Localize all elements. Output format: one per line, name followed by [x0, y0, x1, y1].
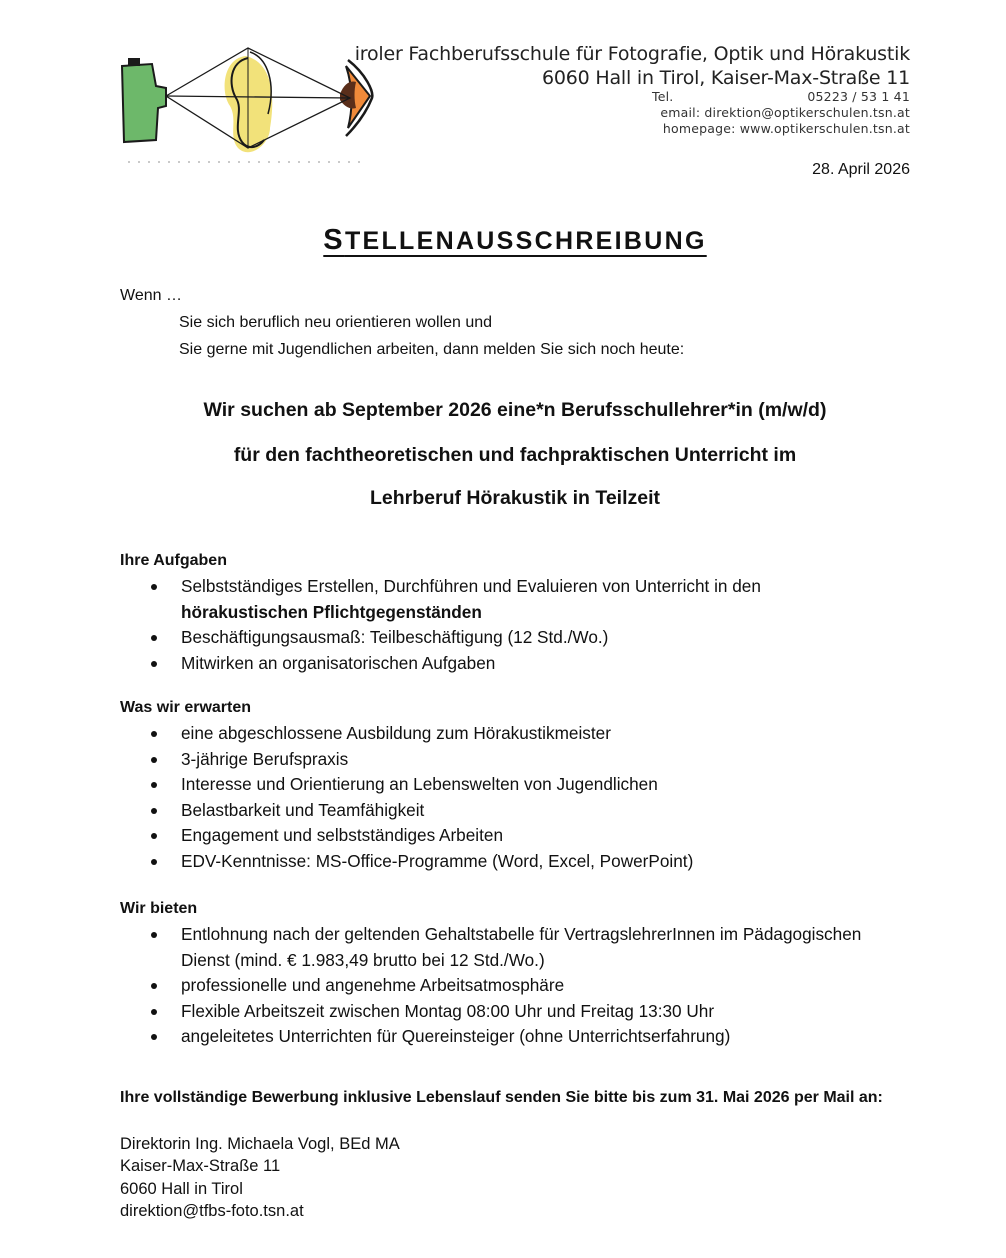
- list-item: [146, 574, 761, 625]
- intro-line-1: Sie sich beruflich neu orientieren wollen und: [179, 314, 493, 331]
- list-item: [146, 973, 861, 999]
- email-line: email: direktion@optikerschulen.tsn.at: [660, 105, 910, 120]
- list-item-text: Engagement und selbstständiges Arbeiten: [181, 825, 504, 845]
- bullet-icon: [151, 635, 157, 641]
- logo-camera-shape: [122, 64, 166, 142]
- list-item-text: Beschäftigungsausmaß: Teilbeschäftigung (12 Std./Wo.): [181, 627, 609, 647]
- list-item-text: Flexible Arbeitszeit zwischen Montag 08:00 Uhr und Freitag 13:30 Uhr: [181, 1000, 715, 1021]
- application-instruction: Ihre vollständige Bewerbung inklusive Lebenslauf senden Sie bitte bis zum 31. Mai 2026 per Mail an:: [120, 1089, 883, 1106]
- list-item-text: Belastbarkeit und Teamfähigkeit: [181, 799, 425, 820]
- list-item: [146, 823, 693, 849]
- list-item: [146, 772, 693, 798]
- phone-number: 05223 / 53 1 41: [807, 89, 910, 104]
- list-item: [146, 922, 861, 973]
- contact-city: 6060 Hall in Tirol: [120, 1180, 243, 1198]
- bullet-icon: [151, 808, 157, 814]
- document-date: 28. April 2026: [812, 161, 910, 178]
- bullet-icon: [151, 833, 157, 839]
- list-item-text: 3-jährige Berufspraxis: [181, 748, 349, 769]
- headline-line-1: Wir suchen ab September 2026 eine*n Berufsschullehrer*in (m/w/d): [203, 399, 827, 421]
- erwarten-list: [146, 721, 693, 874]
- list-item-text: Interesse und Orientierung an Lebenswelten von Jugendlichen: [181, 774, 658, 794]
- aufgaben-list: [146, 574, 761, 676]
- intro-lead: Wenn …: [120, 287, 182, 304]
- list-item: [146, 721, 693, 747]
- title-initial: S: [323, 224, 345, 256]
- list-item-text: Selbstständiges Erstellen, Durchführen und Evaluieren von Unterricht in den: [181, 576, 761, 596]
- school-logo: [118, 44, 376, 168]
- homepage-line: homepage: www.optikerschulen.tsn.at: [662, 121, 910, 136]
- list-item: [146, 999, 861, 1025]
- intro-line-2: Sie gerne mit Jugendlichen arbeiten, dann melden Sie sich noch heute:: [179, 341, 685, 358]
- contact-street: Kaiser-Max-Straße 11: [120, 1157, 281, 1175]
- list-item: [146, 625, 761, 651]
- bullet-icon: [151, 757, 157, 763]
- phone-label: Tel.: [652, 89, 674, 104]
- headline-line-3: Lehrberuf Hörakustik in Teilzeit: [369, 487, 661, 509]
- bullet-icon: [151, 1034, 157, 1040]
- phone-line: [652, 89, 910, 104]
- list-item-text-bold: hörakustischen Pflichtgegenständen: [181, 601, 482, 622]
- bullet-icon: [151, 782, 157, 788]
- page-title: [0, 224, 1006, 257]
- bullet-icon: [151, 932, 157, 938]
- list-item-text: Mitwirken an organisatorischen Aufgaben: [181, 652, 496, 673]
- list-item-text: Dienst (mind. € 1.983,49 brutto bei 12 Std./Wo.): [181, 949, 545, 970]
- contact-name: Direktorin Ing. Michaela Vogl, BEd MA: [120, 1135, 400, 1153]
- list-item-text: EDV-Kenntnisse: MS-Office-Programme (Word, Excel, PowerPoint): [181, 850, 694, 871]
- title-rest: TELLENAUSSCHREIBUNG: [344, 227, 707, 255]
- bullet-icon: [151, 584, 157, 590]
- bullet-icon: [151, 731, 157, 737]
- bullet-icon: [151, 1009, 157, 1015]
- list-item: [146, 747, 693, 773]
- bullet-icon: [151, 661, 157, 667]
- list-item: [146, 651, 761, 677]
- school-name: iroler Fachberufsschule für Fotografie, Optik und Hörakustik: [354, 43, 910, 65]
- bullet-icon: [151, 859, 157, 865]
- list-item-text: professionelle und angenehme Arbeitsatmosphäre: [181, 975, 565, 995]
- headline-line-2: für den fachtheoretischen und fachpraktischen Unterricht im: [233, 444, 797, 466]
- list-item: [146, 849, 693, 875]
- contact-email: direktion@tfbs-foto.tsn.at: [120, 1202, 304, 1220]
- section-title-erwarten: Was wir erwarten: [120, 699, 252, 716]
- section-title-bieten: Wir bieten: [120, 900, 198, 917]
- section-title-aufgaben: Ihre Aufgaben: [120, 552, 227, 569]
- list-item-text: Entlohnung nach der geltenden Gehaltstabelle für VertragslehrerInnen im Pädagogischen: [181, 924, 862, 944]
- list-item-text: angeleitetes Unterrichten für Quereinsteiger (ohne Unterrichtserfahrung): [181, 1026, 731, 1046]
- list-item: [146, 798, 693, 824]
- bullet-icon: [151, 983, 157, 989]
- school-address: 6060 Hall in Tirol, Kaiser-Max-Straße 11: [541, 67, 910, 89]
- list-item-text: eine abgeschlossene Ausbildung zum Hörakustikmeister: [181, 723, 611, 743]
- list-item: [146, 1024, 861, 1050]
- bieten-list: [146, 922, 861, 1050]
